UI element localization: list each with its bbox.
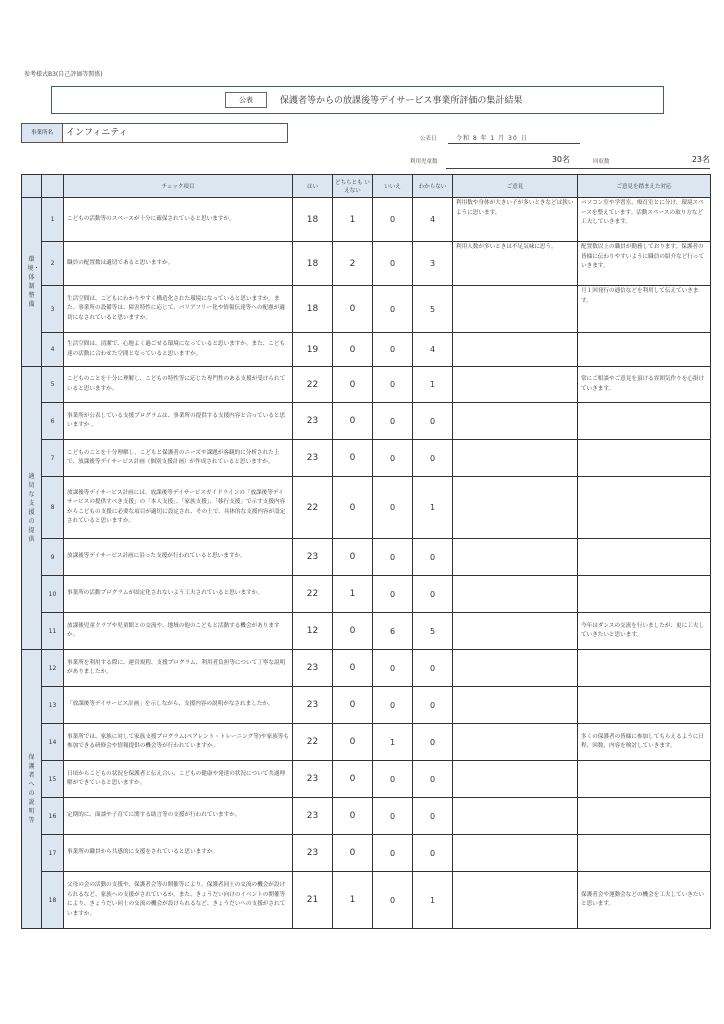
neither-count: 0 bbox=[333, 367, 373, 403]
unknown-count: 5 bbox=[413, 613, 453, 650]
evaluation-table bbox=[21, 174, 711, 929]
neither-count: 0 bbox=[333, 539, 373, 576]
yes-count: 23 bbox=[293, 835, 333, 872]
table-row bbox=[22, 798, 711, 835]
header-number bbox=[42, 175, 64, 198]
no-count: 6 bbox=[373, 613, 413, 650]
category-text: 環境・体制整備 bbox=[27, 256, 40, 308]
opinion-text bbox=[453, 539, 578, 576]
unknown-count: 0 bbox=[413, 835, 453, 872]
table-row bbox=[22, 613, 711, 650]
response-text: パソコン室や学習室、療育室とに分け、環境スペースを整えています。活動スペースの取り方など工夫していきます。 bbox=[578, 198, 711, 242]
unknown-count: 0 bbox=[413, 761, 453, 798]
neither-count: 2 bbox=[333, 242, 373, 286]
opinion-text bbox=[453, 367, 578, 403]
no-count: 0 bbox=[373, 333, 413, 367]
yes-count: 23 bbox=[293, 761, 333, 798]
question-text: 放課後児童クラブや児童館との交流や、地域の他のこどもと活動する機会がありますか。 bbox=[64, 613, 293, 650]
yes-count: 22 bbox=[293, 576, 333, 613]
yes-count: 18 bbox=[293, 286, 333, 333]
no-count: 0 bbox=[373, 242, 413, 286]
header-unknown: わからない bbox=[413, 175, 453, 198]
yes-count: 18 bbox=[293, 242, 333, 286]
yes-count: 23 bbox=[293, 403, 333, 440]
neither-count: 0 bbox=[333, 724, 373, 761]
unknown-count: 0 bbox=[413, 724, 453, 761]
response-text bbox=[578, 687, 711, 724]
opinion-text bbox=[453, 687, 578, 724]
header-response: ご意見を踏まえた対応 bbox=[578, 175, 711, 198]
responses-count-value: 23名 bbox=[691, 155, 710, 164]
neither-count: 0 bbox=[333, 687, 373, 724]
publication-date-label: 公表日 bbox=[420, 136, 437, 142]
question-text: 事業所が公表している支援プログラムは、事業所の提供する支援内容と合っていると思いますか 。 bbox=[64, 403, 293, 440]
unknown-count: 4 bbox=[413, 333, 453, 367]
item-number: 13 bbox=[42, 687, 64, 724]
category-label bbox=[22, 650, 42, 929]
table-row bbox=[22, 242, 711, 286]
item-number: 7 bbox=[42, 440, 64, 477]
table-row bbox=[22, 687, 711, 724]
opinion-text: 利用数や身体が大きい子が多いときなどは狭いように思います。 bbox=[453, 198, 578, 242]
response-text bbox=[578, 539, 711, 576]
response-text bbox=[578, 440, 711, 477]
table-row bbox=[22, 367, 711, 403]
response-text: 保護者会や運動会などの機会を工夫していきたいと思います。 bbox=[578, 872, 711, 929]
no-count: 0 bbox=[373, 440, 413, 477]
response-text: 配置数以上の職員が勤務しております。保護者の皆様に伝わりやすいように職員の紹介など行っていきます。 bbox=[578, 242, 711, 286]
table-row bbox=[22, 835, 711, 872]
response-text bbox=[578, 761, 711, 798]
table-row bbox=[22, 286, 711, 333]
unknown-count: 0 bbox=[413, 798, 453, 835]
yes-count: 23 bbox=[293, 440, 333, 477]
yes-count: 23 bbox=[293, 798, 333, 835]
question-text: 事業所では、家族に対して家族支援プログラム(ペアレント・トレーニング等)や家族等も参加できる研修会や情報提供の機会等が行われていますか。 bbox=[64, 724, 293, 761]
publication-date-value: 令和 8 年 1 月 30 日 bbox=[448, 133, 580, 144]
item-number: 3 bbox=[42, 286, 64, 333]
question-text: 日頃からこどもの状況を保護者と伝え合い、こどもの健康や発達の状況について共通理解ができていると思いますか。 bbox=[64, 761, 293, 798]
item-number: 14 bbox=[42, 724, 64, 761]
publication-badge: 公表 bbox=[225, 92, 267, 108]
neither-count: 0 bbox=[333, 613, 373, 650]
item-number: 8 bbox=[42, 477, 64, 539]
summary-underline bbox=[446, 168, 710, 169]
neither-count: 1 bbox=[333, 872, 373, 929]
question-text: 職員の配置数は適切であると思いますか。 bbox=[64, 242, 293, 286]
yes-count: 21 bbox=[293, 872, 333, 929]
no-count: 0 bbox=[373, 477, 413, 539]
question-text: 生活空間は、清潔で、心地よく過ごせる環境になっていると思いますか。また、こども達の活動に合わせた空間となっていると思いますか。 bbox=[64, 333, 293, 367]
item-number: 16 bbox=[42, 798, 64, 835]
question-text: 事業所の職員から共感的に支援をされていると思いますか。 bbox=[64, 835, 293, 872]
neither-count: 0 bbox=[333, 798, 373, 835]
opinion-text bbox=[453, 798, 578, 835]
category-text: 保護者への説明等 bbox=[28, 754, 35, 824]
office-name-value: インフィニティ bbox=[62, 123, 288, 143]
item-number: 15 bbox=[42, 761, 64, 798]
opinion-text: 利用人数が多いときは不足気味に思う。 bbox=[453, 242, 578, 286]
no-count: 0 bbox=[373, 286, 413, 333]
response-text bbox=[578, 798, 711, 835]
item-number: 18 bbox=[42, 872, 64, 929]
neither-count: 0 bbox=[333, 761, 373, 798]
item-number: 6 bbox=[42, 403, 64, 440]
table-row bbox=[22, 539, 711, 576]
opinion-text bbox=[453, 333, 578, 367]
neither-count: 0 bbox=[333, 835, 373, 872]
office-name-label: 事業所名 bbox=[21, 123, 63, 143]
yes-count: 23 bbox=[293, 539, 333, 576]
opinion-text bbox=[453, 477, 578, 539]
table-header-row bbox=[22, 175, 711, 198]
opinion-text bbox=[453, 761, 578, 798]
opinion-text bbox=[453, 440, 578, 477]
table-row bbox=[22, 761, 711, 798]
response-text: 月１回発行の通信などを利用して伝えていきます。 bbox=[578, 286, 711, 333]
responses-count-label: 回収数 bbox=[593, 159, 610, 165]
response-text bbox=[578, 650, 711, 687]
no-count: 1 bbox=[373, 724, 413, 761]
item-number: 17 bbox=[42, 835, 64, 872]
question-text: こどものことを十分理解し、こどもと保護者のニーズや課題が客観的に分析された上で、放課後等デイサービス計画（個別支援計画）が作成されていると思いますか。 bbox=[64, 440, 293, 477]
table-row bbox=[22, 198, 711, 242]
table-row bbox=[22, 576, 711, 613]
no-count: 0 bbox=[373, 367, 413, 403]
unknown-count: 0 bbox=[413, 687, 453, 724]
response-text: 多くの保護者の皆様に参加してもらえるように日程、回数、内容を検討していきます。 bbox=[578, 724, 711, 761]
response-text: 常にご相談やご意見を頂ける雰囲気作りを心掛けていきます。 bbox=[578, 367, 711, 403]
unknown-count: 0 bbox=[413, 650, 453, 687]
table-row bbox=[22, 440, 711, 477]
response-text: 今年はダンスの交流を行いましたが、更に工夫していきたいと思います。 bbox=[578, 613, 711, 650]
question-text: 放課後等デイサービス計画に沿った支援が行われていると思いますか。 bbox=[64, 539, 293, 576]
yes-count: 22 bbox=[293, 367, 333, 403]
question-text: こどものことを十分に理解し、こどもの特性等に応じた専門性のある支援が受けられていると思いますか。 bbox=[64, 367, 293, 403]
no-count: 0 bbox=[373, 650, 413, 687]
opinion-text bbox=[453, 724, 578, 761]
unknown-count: 1 bbox=[413, 367, 453, 403]
header-check-item: チェック項目 bbox=[64, 175, 293, 198]
category-label bbox=[22, 367, 42, 650]
yes-count: 23 bbox=[293, 687, 333, 724]
unknown-count: 0 bbox=[413, 576, 453, 613]
unknown-count: 0 bbox=[413, 440, 453, 477]
neither-count: 0 bbox=[333, 477, 373, 539]
neither-count: 1 bbox=[333, 198, 373, 242]
yes-count: 23 bbox=[293, 650, 333, 687]
neither-count: 0 bbox=[333, 403, 373, 440]
question-text: 事業所を利用する際に、運営規程、支援プログラム、利用者負担等について丁寧な説明がありましたか。 bbox=[64, 650, 293, 687]
no-count: 0 bbox=[373, 687, 413, 724]
item-number: 10 bbox=[42, 576, 64, 613]
opinion-text bbox=[453, 650, 578, 687]
item-number: 2 bbox=[42, 242, 64, 286]
question-text: こどもの活動等のスペースが十分に確保されていると思いますか。 bbox=[64, 198, 293, 242]
no-count: 0 bbox=[373, 539, 413, 576]
unknown-count: 0 bbox=[413, 403, 453, 440]
yes-count: 18 bbox=[293, 198, 333, 242]
question-text: 父母の会の活動の支援や、保護者会等の開催等により、保護者同士の交流の機会が設けられるなど、家族への支援がされているか。また、きょうだい向けのイベントの開催等により、きょうだい同士の交流の機会が設けられるなど、きょうだいへの支援がされていますか。 bbox=[64, 872, 293, 929]
no-count: 0 bbox=[373, 576, 413, 613]
no-count: 0 bbox=[373, 872, 413, 929]
unknown-count: 1 bbox=[413, 872, 453, 929]
header-yes: はい bbox=[293, 175, 333, 198]
category-text: 適切な支援の提供 bbox=[28, 473, 35, 543]
response-text bbox=[578, 477, 711, 539]
question-text: 事業所の活動プログラムが固定化されないよう工夫されていると思いますか。 bbox=[64, 576, 293, 613]
unknown-count: 1 bbox=[413, 477, 453, 539]
item-number: 9 bbox=[42, 539, 64, 576]
response-text bbox=[578, 403, 711, 440]
table-row bbox=[22, 872, 711, 929]
neither-count: 0 bbox=[333, 333, 373, 367]
reference-label: 参考様式B3(自己評価等関係) bbox=[24, 71, 103, 78]
table-row bbox=[22, 650, 711, 687]
question-text: 「放課後等デイサービス計画」を示しながら、支援内容の説明がなされましたか。 bbox=[64, 687, 293, 724]
yes-count: 19 bbox=[293, 333, 333, 367]
unknown-count: 5 bbox=[413, 286, 453, 333]
table-row bbox=[22, 724, 711, 761]
item-number: 5 bbox=[42, 367, 64, 403]
response-text bbox=[578, 835, 711, 872]
item-number: 4 bbox=[42, 333, 64, 367]
neither-count: 1 bbox=[333, 576, 373, 613]
header-category bbox=[22, 175, 42, 198]
response-text bbox=[578, 576, 711, 613]
neither-count: 0 bbox=[333, 650, 373, 687]
no-count: 0 bbox=[373, 761, 413, 798]
header-neither: どちらとも いえない bbox=[333, 175, 373, 198]
question-text: 定期的に、面談や子育てに関する助言等の支援が行われていますか。 bbox=[64, 798, 293, 835]
users-count-value: 30名 bbox=[551, 155, 570, 164]
yes-count: 22 bbox=[293, 724, 333, 761]
title-box bbox=[51, 86, 664, 114]
no-count: 0 bbox=[373, 835, 413, 872]
item-number: 12 bbox=[42, 650, 64, 687]
no-count: 0 bbox=[373, 798, 413, 835]
unknown-count: 3 bbox=[413, 242, 453, 286]
yes-count: 22 bbox=[293, 477, 333, 539]
table-row bbox=[22, 403, 711, 440]
yes-count: 12 bbox=[293, 613, 333, 650]
table-row bbox=[22, 333, 711, 367]
opinion-text bbox=[453, 286, 578, 333]
no-count: 0 bbox=[373, 403, 413, 440]
opinion-text bbox=[453, 613, 578, 650]
table-row bbox=[22, 477, 711, 539]
item-number: 1 bbox=[42, 198, 64, 242]
no-count: 0 bbox=[373, 198, 413, 242]
header-no: いいえ bbox=[373, 175, 413, 198]
header-opinion: ご意見 bbox=[453, 175, 578, 198]
opinion-text bbox=[453, 835, 578, 872]
users-count-label: 利用児童数 bbox=[410, 159, 438, 165]
category-label bbox=[22, 198, 42, 367]
question-text: 放課後等デイサービス計画には、放課後等デイサービスガイドラインの「放課後等デイサービスの提供すべき支援」の「本人支援」、「家族支援」、「移行支援」で示す支援内容からこどもの支援に必要な項目が適切に設定され、その上で、具体的な支援内容が設定されていると思いますか。 bbox=[64, 477, 293, 539]
opinion-text bbox=[453, 403, 578, 440]
opinion-text bbox=[453, 576, 578, 613]
item-number: 11 bbox=[42, 613, 64, 650]
neither-count: 0 bbox=[333, 286, 373, 333]
question-text: 生活空間は、こどもにわかりやすく構造化された環境になっていると思いますか。また、事業所の設備等は、障害特性に応じて、バリアフリー化や情報伝達等への配慮が適切になされていると思いますか。 bbox=[64, 286, 293, 333]
page-title: 保護者等からの放課後等デイサービス事業所評価の集計結果 bbox=[280, 96, 523, 106]
neither-count: 0 bbox=[333, 440, 373, 477]
unknown-count: 0 bbox=[413, 539, 453, 576]
response-text bbox=[578, 333, 711, 367]
opinion-text bbox=[453, 872, 578, 929]
unknown-count: 4 bbox=[413, 198, 453, 242]
